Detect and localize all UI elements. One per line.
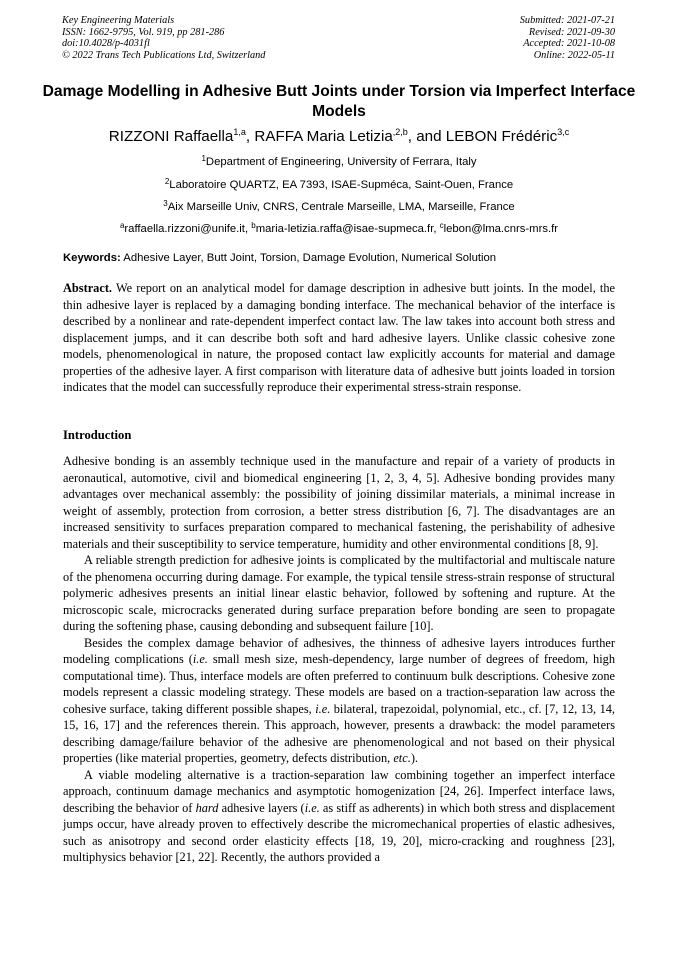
affiliation (0, 199, 678, 213)
italic-span: i.e. (192, 652, 208, 666)
text-span: adhesive layers ( (218, 800, 305, 815)
keywords-label: Keywords: (63, 252, 121, 264)
author-superscript: 1,a (233, 127, 246, 137)
paragraph (63, 635, 615, 767)
email-superscript: c (439, 221, 444, 230)
email-superscript: b (251, 221, 256, 230)
abstract-label: Abstract. (63, 281, 113, 295)
email-address[interactable]: raffaella.rizzoni@unife.it, (124, 223, 252, 235)
email-address[interactable]: lebon@lma.cnrs-mrs.fr (443, 223, 559, 235)
author-separator: , (245, 128, 255, 145)
affiliation (0, 154, 678, 168)
keywords (63, 252, 615, 264)
journal-name: Key Engineering Materials (62, 15, 175, 26)
publication-dates (520, 15, 615, 61)
text-span: A viable modeling alternative is a traction-separation law combining together an imperfect interface approach, continuum damage mechanics and asymptotic homogenization [24, 26]. Imperfect interface laws, describing the behavior of (63, 767, 615, 815)
abstract-text: We report on an analytical model for damage description in adhesive butt joints. In the model, the thin adhesive layer is replaced by a damaging bonding interface. The mechanical behavior of the interface is described by a nonlinear and rate-dependent imperfect contact law. The law takes into account both stress and displacement jumps, and it can describe both soft and hard adhesive layers. Unlike classic cohesive zone models, phenomenological in nature, the proposed contact law explicitly accounts for material and damage properties of the adhesive layer. A first comparison with literature data of adhesive butt joints loaded in torsion indicates that the model can successfully reproduce their experimental stress-strain response. (63, 281, 615, 394)
author-superscript: ,2,b (392, 127, 408, 137)
email-line (0, 221, 678, 235)
journal-info (62, 15, 265, 61)
affiliation (0, 177, 678, 191)
affiliation-text: Department of Engineering, University of Ferrara, Italy (205, 156, 477, 168)
affiliation-number: 3 (163, 199, 168, 208)
affiliation-text: Aix Marseille Univ, CNRS, Centrale Marseille, LMA, Marseille, France (167, 201, 515, 213)
text-span: small mesh size, mesh-dependency, large number of degrees of freedom, high computational time). Thus, interface models are often preferred to continuum bulk descriptions. Cohesive zone models represent a classic modeling strategy. These models are based on a traction-separation law across the cohesive surface, taking different possible shapes, (63, 652, 615, 716)
author-list (0, 127, 678, 145)
italic-span: hard (195, 800, 219, 815)
paragraph: Adhesive bonding is an assembly technique used in the manufacture and repair of a variety of products in aeronautical, automotive, civil and biomedical engineering [1, 2, 3, 4, 5]. Adhesive bonding provides many advantages over mechanical assembly: the possibility of joining dissimilar materials, a minimal increase in weight of assembly, protection from corrosion, a better stress distribution [6, 7]. The disadvantages are an increased sensitivity to surfaces preparation compared to mechanical fastening, the perishability of adhesive materials and their susceptibility to service temperature, humidity and other environmental conditions [8, 9]. (63, 454, 615, 551)
keywords-text: Adhesive Layer, Butt Joint, Torsion, Damage Evolution, Numerical Solution (120, 252, 497, 264)
email-address[interactable]: maria-letizia.raffa@isae-supmeca.fr, (255, 223, 440, 235)
doi: doi:10.4028/p-4031fl (62, 38, 150, 49)
abstract-paragraph (63, 280, 615, 396)
text-span: as stiff as adherents) in which both stress and displacement jumps occur, have already proven to effectively describe the micromechanical properties of elastic adhesives, such as anisotropy and second order elasticity effects [18, 19, 20], micro-cracking and roughness [23], multiphysics behavior [21, 22]. Recently, the authors provided a (63, 800, 616, 864)
email-superscript: a (119, 221, 125, 230)
author-superscript: 3,c (557, 127, 570, 137)
submitted-date: Submitted: 2021-07-21 (519, 15, 615, 26)
author-name: RIZZONI Raffaella (108, 128, 234, 145)
introduction-body (63, 453, 615, 866)
paper-title: Damage Modelling in Adhesive Butt Joints under Torsion via Imperfect Interface Models (42, 83, 636, 120)
italic-span: i.e. (304, 800, 320, 815)
paragraph (63, 767, 615, 866)
author-separator: , and (407, 128, 446, 145)
copyright: © 2022 Trans Tech Publications Ltd, Switzerland (62, 49, 266, 61)
affiliation-text: Laboratoire QUARTZ, EA 7393, ISAE-Supméca, Saint-Ouen, France (169, 179, 514, 191)
text-span: Besides the complex damage behavior of adhesives, the thinness of adhesive layers introduces further modeling complications ( (63, 635, 615, 666)
italic-span: i.e. (315, 701, 331, 716)
text-span: ). (410, 751, 419, 765)
online-date: Online: 2022-05-11 (533, 49, 615, 61)
italic-span: etc. (393, 751, 411, 765)
affiliation-number: 1 (201, 154, 206, 163)
section-heading-introduction: Introduction (63, 428, 132, 442)
abstract (63, 280, 615, 396)
affiliation-number: 2 (164, 177, 170, 186)
issn: ISSN: 1662-9795, Vol. 919, pp 281-286 (62, 26, 225, 38)
author-name: LEBON Frédéric (445, 128, 558, 145)
text-span: bilateral, trapezoidal, polynomial, etc., cf. [7, 12, 13, 14, 15, 16, 17] and the references therein. This approach, however, presents a drawback: the model parameters describing damage/failure behavior of the adhesive are phenomenological and not based on their physical properties (like material properties, geometry, defects distribution, (63, 701, 616, 765)
author-name: RAFFA Maria Letizia (254, 128, 393, 145)
paragraph: A reliable strength prediction for adhesive joints is complicated by the multifactorial and multiscale nature of the phenomena occurring during damage. For example, the typical tensile stress-strain response of structural polymeric adhesives presents an initial linear elastic behavior, followed by softening and rupture. At the microscopic scale, microcracks generated during surface preparation before bonding are seen to propagate during the softening phase, causing debonding and subsequent failure [10]. (63, 553, 615, 633)
revised-date: Revised: 2021-09-30 (528, 26, 615, 38)
accepted-date: Accepted: 2021-10-08 (523, 38, 615, 49)
